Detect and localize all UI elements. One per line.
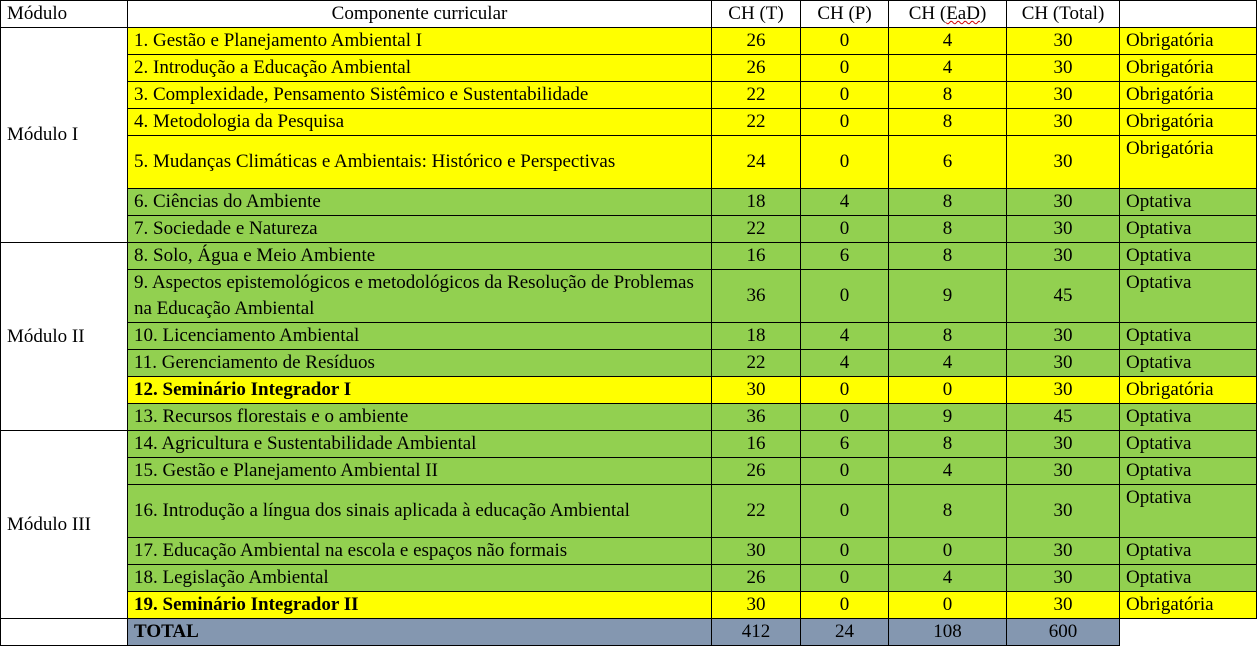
table-row <box>1 565 1257 592</box>
component-type: Optativa <box>1120 538 1257 565</box>
ch-p: 0 <box>801 404 889 431</box>
component-name: 10. Licenciamento Ambiental <box>128 323 712 350</box>
header-row <box>1 1 1257 28</box>
ch-total: 30 <box>1007 592 1120 619</box>
component-name: 5. Mudanças Climáticas e Ambientais: Histórico e Perspectivas <box>128 136 712 189</box>
component-type: Optativa <box>1120 243 1257 270</box>
component-name: 4. Metodologia da Pesquisa <box>128 109 712 136</box>
table-row <box>1 538 1257 565</box>
ch-t: 26 <box>712 458 801 485</box>
component-type: Optativa <box>1120 216 1257 243</box>
ch-ead: 8 <box>889 109 1007 136</box>
ch-total: 30 <box>1007 565 1120 592</box>
ch-t: 26 <box>712 55 801 82</box>
table-row <box>1 216 1257 243</box>
ch-ead: 4 <box>889 565 1007 592</box>
component-name: 12. Seminário Integrador I <box>128 377 712 404</box>
ch-t: 16 <box>712 243 801 270</box>
component-type: Obrigatória <box>1120 592 1257 619</box>
component-type: Optativa <box>1120 485 1257 538</box>
component-name: 1. Gestão e Planejamento Ambiental I <box>128 28 712 55</box>
ch-t: 30 <box>712 592 801 619</box>
ch-ead: 8 <box>889 243 1007 270</box>
ch-total: 30 <box>1007 136 1120 189</box>
ch-ead: 4 <box>889 28 1007 55</box>
ch-t: 30 <box>712 377 801 404</box>
total-empty-cell <box>1 619 128 646</box>
total-ch-total: 600 <box>1007 619 1120 646</box>
ch-total: 30 <box>1007 377 1120 404</box>
ch-total: 30 <box>1007 243 1120 270</box>
component-name: 15. Gestão e Planejamento Ambiental II <box>128 458 712 485</box>
module-cell: Módulo I <box>1 28 128 243</box>
ch-p: 0 <box>801 216 889 243</box>
table-row <box>1 404 1257 431</box>
ch-t: 22 <box>712 82 801 109</box>
ch-t: 30 <box>712 538 801 565</box>
ch-t: 18 <box>712 323 801 350</box>
ch-p: 0 <box>801 270 889 323</box>
ch-total: 30 <box>1007 350 1120 377</box>
component-name: 18. Legislação Ambiental <box>128 565 712 592</box>
ch-ead: 4 <box>889 350 1007 377</box>
ch-total: 30 <box>1007 189 1120 216</box>
ch-ead: 8 <box>889 485 1007 538</box>
table-row <box>1 431 1257 458</box>
ch-p: 0 <box>801 377 889 404</box>
table-row <box>1 485 1257 538</box>
ch-p: 0 <box>801 485 889 538</box>
component-type: Optativa <box>1120 431 1257 458</box>
component-name: 9. Aspectos epistemológicos e metodológicos da Resolução de Problemas na Educação Ambiental <box>128 270 712 323</box>
table-row <box>1 109 1257 136</box>
table-row <box>1 55 1257 82</box>
component-type: Optativa <box>1120 350 1257 377</box>
component-type: Optativa <box>1120 404 1257 431</box>
component-type: Optativa <box>1120 323 1257 350</box>
component-type: Obrigatória <box>1120 109 1257 136</box>
total-ch-p: 24 <box>801 619 889 646</box>
ch-t: 22 <box>712 485 801 538</box>
ch-p: 0 <box>801 565 889 592</box>
ch-p: 4 <box>801 189 889 216</box>
module-cell: Módulo III <box>1 431 128 619</box>
ch-total: 30 <box>1007 28 1120 55</box>
total-ch-ead: 108 <box>889 619 1007 646</box>
component-type: Obrigatória <box>1120 136 1257 189</box>
ch-p: 0 <box>801 109 889 136</box>
ch-p: 0 <box>801 28 889 55</box>
component-type: Obrigatória <box>1120 82 1257 109</box>
ch-p: 0 <box>801 82 889 109</box>
component-name: 11. Gerenciamento de Resíduos <box>128 350 712 377</box>
component-name: 16. Introdução a língua dos sinais aplicada à educação Ambiental <box>128 485 712 538</box>
ch-ead: 9 <box>889 404 1007 431</box>
ch-p: 0 <box>801 538 889 565</box>
component-name: 13. Recursos florestais e o ambiente <box>128 404 712 431</box>
component-name: 6. Ciências do Ambiente <box>128 189 712 216</box>
header-ch-t: CH (T) <box>712 1 801 28</box>
header-ch-p: CH (P) <box>801 1 889 28</box>
ch-p: 4 <box>801 323 889 350</box>
ch-t: 22 <box>712 109 801 136</box>
module-cell: Módulo II <box>1 243 128 431</box>
header-ch-total: CH (Total) <box>1007 1 1120 28</box>
ch-total: 45 <box>1007 404 1120 431</box>
component-name: 19. Seminário Integrador II <box>128 592 712 619</box>
ch-ead: 9 <box>889 270 1007 323</box>
component-type: Optativa <box>1120 189 1257 216</box>
table-row <box>1 82 1257 109</box>
ch-p: 0 <box>801 136 889 189</box>
ch-t: 18 <box>712 189 801 216</box>
table-row <box>1 189 1257 216</box>
ch-t: 36 <box>712 404 801 431</box>
component-name: 3. Complexidade, Pensamento Sistêmico e Sustentabilidade <box>128 82 712 109</box>
ch-total: 30 <box>1007 109 1120 136</box>
ch-total: 30 <box>1007 431 1120 458</box>
total-tipo-empty <box>1120 619 1257 646</box>
component-name: 2. Introdução a Educação Ambiental <box>128 55 712 82</box>
ch-p: 0 <box>801 458 889 485</box>
ch-ead: 8 <box>889 431 1007 458</box>
ch-p: 6 <box>801 431 889 458</box>
component-type: Obrigatória <box>1120 28 1257 55</box>
ch-total: 45 <box>1007 270 1120 323</box>
ch-t: 16 <box>712 431 801 458</box>
component-type: Obrigatória <box>1120 55 1257 82</box>
ch-p: 4 <box>801 350 889 377</box>
total-label: TOTAL <box>128 619 712 646</box>
ch-p: 0 <box>801 592 889 619</box>
table-row <box>1 28 1257 55</box>
ch-ead: 8 <box>889 189 1007 216</box>
ch-ead: 6 <box>889 136 1007 189</box>
table-row <box>1 323 1257 350</box>
component-type: Optativa <box>1120 270 1257 323</box>
header-ch-ead: CH (EaD) <box>889 1 1007 28</box>
ch-ead: 8 <box>889 82 1007 109</box>
ch-ead: 4 <box>889 55 1007 82</box>
ch-total: 30 <box>1007 485 1120 538</box>
ch-t: 26 <box>712 565 801 592</box>
ch-t: 26 <box>712 28 801 55</box>
table-row <box>1 350 1257 377</box>
ch-total: 30 <box>1007 538 1120 565</box>
table-row <box>1 377 1257 404</box>
total-ch-t: 412 <box>712 619 801 646</box>
table-row <box>1 458 1257 485</box>
table-row <box>1 592 1257 619</box>
ch-p: 0 <box>801 55 889 82</box>
component-name: 7. Sociedade e Natureza <box>128 216 712 243</box>
ch-t: 22 <box>712 216 801 243</box>
ch-ead: 8 <box>889 323 1007 350</box>
ch-ead: 0 <box>889 377 1007 404</box>
ch-total: 30 <box>1007 216 1120 243</box>
component-name: 17. Educação Ambiental na escola e espaços não formais <box>128 538 712 565</box>
ch-total: 30 <box>1007 82 1120 109</box>
ch-total: 30 <box>1007 55 1120 82</box>
ch-total: 30 <box>1007 458 1120 485</box>
component-type: Obrigatória <box>1120 377 1257 404</box>
table-row <box>1 243 1257 270</box>
ch-t: 24 <box>712 136 801 189</box>
table-row <box>1 270 1257 323</box>
ch-ead: 8 <box>889 216 1007 243</box>
component-type: Optativa <box>1120 565 1257 592</box>
header-tipo <box>1120 1 1257 28</box>
header-modulo: Módulo <box>1 1 128 28</box>
ch-p: 6 <box>801 243 889 270</box>
component-name: 14. Agricultura e Sustentabilidade Ambiental <box>128 431 712 458</box>
ch-total: 30 <box>1007 323 1120 350</box>
ch-ead: 0 <box>889 538 1007 565</box>
ch-ead: 4 <box>889 458 1007 485</box>
component-name: 8. Solo, Água e Meio Ambiente <box>128 243 712 270</box>
component-type: Optativa <box>1120 458 1257 485</box>
table-row <box>1 136 1257 189</box>
total-row <box>1 619 1257 646</box>
ch-ead: 0 <box>889 592 1007 619</box>
ch-t: 36 <box>712 270 801 323</box>
ch-t: 22 <box>712 350 801 377</box>
header-componente: Componente curricular <box>128 1 712 28</box>
